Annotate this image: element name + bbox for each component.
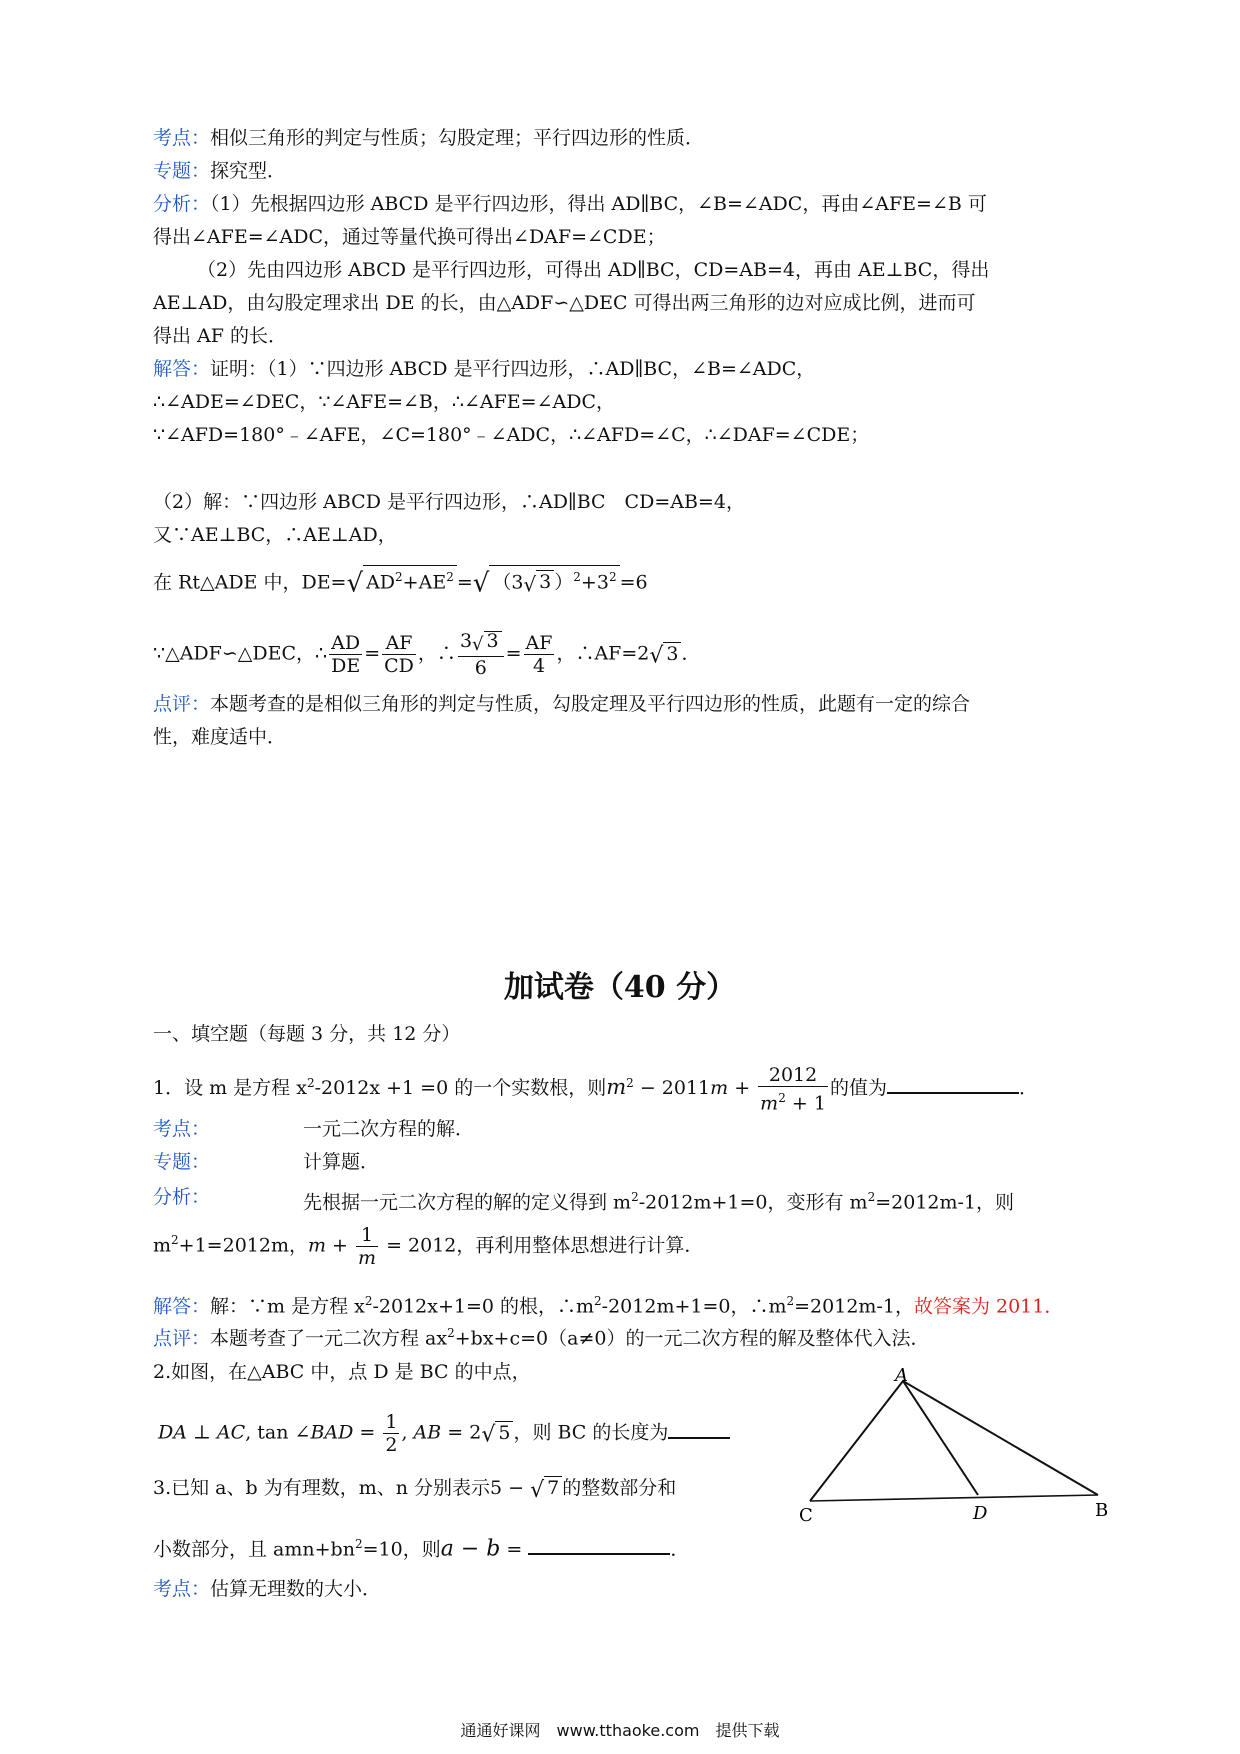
num: AF xyxy=(382,632,416,655)
q1-end: ． xyxy=(1018,1077,1038,1100)
sup: 2 xyxy=(867,1190,876,1204)
dianping-label: 点评： xyxy=(153,693,211,715)
label-b: B xyxy=(1095,1500,1109,1521)
radical-sign: √ xyxy=(649,643,664,669)
radical-sign: √ xyxy=(472,634,484,655)
fx2-a: m xyxy=(153,1234,172,1257)
n-a: 3 xyxy=(459,630,473,652)
den: CD xyxy=(384,655,414,677)
q3-eq: = xyxy=(500,1538,529,1561)
footer: 通通好课网 www.tthaoke.com 提供下载 xyxy=(460,1721,780,1740)
dianping-label: 点评： xyxy=(153,1327,211,1350)
sup: 2 xyxy=(786,1294,795,1308)
eq2-end-b: 3 xyxy=(663,642,681,665)
num: 1 xyxy=(356,1224,378,1247)
page-title: 加试卷（40 分） xyxy=(503,970,737,1005)
kaodian-text: 估算无理数的大小． xyxy=(210,1578,382,1600)
fx2-b: +1=2012m， xyxy=(178,1234,308,1257)
fx2-plus: + xyxy=(326,1234,355,1257)
sup: 2 xyxy=(447,1326,455,1340)
q3-c: 7 xyxy=(544,1476,562,1499)
dianping-line-1 xyxy=(153,692,970,716)
jieda-text-1: 证明：（1）∵四边形 ABCD 是平行四边形，∴AD∥BC，∠B=∠ADC， xyxy=(210,358,816,380)
zhuanti-label: 专题： xyxy=(153,160,211,182)
expr-plus: + xyxy=(728,1077,757,1100)
rad1-a: AD xyxy=(366,571,396,594)
q3-line-1 xyxy=(153,1476,676,1503)
t-perp: ⊥ xyxy=(186,1421,217,1444)
dianping-text-1: 本题考查的是相似三角形的判定与性质，勾股定理及平行四边形的性质，此题有一定的综合 xyxy=(210,693,971,715)
q1-kaodian-line xyxy=(153,1117,475,1141)
q3-2a: 小数部分，且 amn+bn xyxy=(153,1538,355,1561)
n-b: 3 xyxy=(484,631,502,650)
fenxi-text xyxy=(303,1185,1014,1214)
den xyxy=(758,1087,828,1114)
jd-a: 解：∵m 是方程 x xyxy=(210,1295,365,1318)
eq1-end: =6 xyxy=(619,571,648,594)
answer-blank[interactable] xyxy=(528,1535,670,1555)
jd-b: -2012x+1=0 的根，∴m xyxy=(372,1295,595,1318)
radical-sign: √ xyxy=(523,572,537,597)
dp-a: 本题考查了一元二次方程 ax xyxy=(210,1327,448,1350)
triangle-lines xyxy=(810,1381,1098,1501)
t-tail: ，则 BC 的长度为 xyxy=(513,1421,669,1444)
fx-c: =2012m-1，则 xyxy=(875,1191,1015,1214)
sup: 2 xyxy=(594,1294,602,1308)
eq: = xyxy=(364,642,381,665)
expr-b: − 2011 xyxy=(633,1077,711,1100)
radical-sign: √ xyxy=(346,568,364,599)
eq2-end-c: ． xyxy=(681,642,701,665)
t-bad: BAD xyxy=(310,1421,354,1444)
fx2-e: = 2012 xyxy=(380,1234,457,1257)
den-plus: + 1 xyxy=(785,1092,826,1115)
jd-c: -2012m+1=0，∴m xyxy=(601,1295,787,1318)
t-comma: , xyxy=(401,1421,414,1444)
den: DE xyxy=(331,655,361,677)
num: AD xyxy=(329,632,362,655)
zhuanti-text: 探究型． xyxy=(210,160,287,182)
rad2-c: +3 xyxy=(580,571,609,594)
sup: 2 xyxy=(395,570,403,584)
den: 6 xyxy=(474,657,487,679)
radical-sign: √ xyxy=(481,1422,496,1448)
q3-line-2 xyxy=(153,1532,689,1561)
fraction xyxy=(382,632,416,677)
jieda-line-4: （2）解：∵四边形 ABCD 是平行四边形，∴AD∥BC CD=AB=4， xyxy=(153,491,745,513)
expr-m: m xyxy=(710,1077,729,1100)
q1-fenxi-line-2 xyxy=(153,1224,703,1269)
fx2-f: ，再利用整体思想进行计算． xyxy=(456,1234,704,1257)
q1-fenxi-line-1 xyxy=(153,1185,1015,1214)
t-ac: AC xyxy=(216,1421,246,1444)
num: 1 xyxy=(385,1411,398,1433)
q3-b: 5 − xyxy=(490,1477,531,1499)
sup: 2 xyxy=(354,1537,363,1551)
sup: 2 xyxy=(364,1294,373,1308)
kaodian-text: 相似三角形的判定与性质；勾股定理；平行四边形的性质． xyxy=(210,127,705,149)
t-eq: = xyxy=(353,1421,382,1444)
fraction xyxy=(524,632,555,677)
kaodian-line xyxy=(153,126,704,150)
q3-2b: =10，则 xyxy=(362,1538,441,1561)
jieda-label: 解答： xyxy=(153,358,211,380)
q1-dianping-line xyxy=(153,1321,929,1350)
rad2-b: ） xyxy=(554,571,574,594)
kaodian-text: 一元二次方程的解． xyxy=(303,1118,475,1140)
eq2-prefix: ∵△ADF∽△DEC，∴ xyxy=(153,642,328,665)
fenxi-line-3: （2）先由四边形 ABCD 是平行四边形，可得出 AD∥BC，CD=AB=4，再由 AE⊥BC，得出 xyxy=(197,259,990,281)
sup: 2 xyxy=(171,1233,179,1248)
den: 2 xyxy=(385,1434,398,1456)
q3-kaodian-line xyxy=(153,1577,381,1601)
fenxi-line-5: 得出 AF 的长． xyxy=(153,325,287,347)
rad2-a: （3 xyxy=(492,571,524,594)
answer-blank[interactable] xyxy=(887,1074,1019,1094)
dp-b: +bx+c=0（a≠0）的一元二次方程的解及整体代入法． xyxy=(454,1327,930,1350)
t-da: DA xyxy=(158,1421,187,1444)
q2-line-1: 2.如图，在△ABC 中，点 D 是 BC 的中点， xyxy=(153,1361,531,1383)
fenxi-line-4: AE⊥AD，由勾股定理求出 DE 的长，由△ADF∽△DEC 可得出两三角形的边对应成比例，进而可 xyxy=(153,292,976,314)
radical-sign: √ xyxy=(472,568,490,599)
fx-a: 先根据一元二次方程的解的定义得到 m xyxy=(303,1191,632,1214)
sup: 2 xyxy=(608,570,617,584)
eq: = xyxy=(505,642,522,665)
label-c: C xyxy=(799,1505,813,1525)
eq2-end-a: ，∴AF=2 xyxy=(556,642,650,665)
sup: 2 xyxy=(631,1190,639,1204)
fenxi-label: 分析： xyxy=(153,1186,211,1208)
t-ab: AB xyxy=(413,1421,442,1444)
dianping-line-2: 性，难度适中． xyxy=(153,726,287,748)
rad2-in: 3 xyxy=(536,570,554,593)
t-rad: 5 xyxy=(495,1421,513,1444)
equation-af xyxy=(153,630,701,679)
triangle-figure xyxy=(795,1365,1125,1525)
sup: 2 xyxy=(573,570,581,584)
q1-line xyxy=(153,1064,1038,1114)
q3-d: 的整数部分和 xyxy=(562,1477,677,1499)
kaodian-label: 考点： xyxy=(153,1118,211,1140)
fraction xyxy=(329,632,362,677)
line-cb xyxy=(810,1495,1098,1501)
eq1-prefix: 在 Rt△ADE 中，DE= xyxy=(153,571,347,594)
label-d: D xyxy=(973,1503,988,1524)
zhuanti-text: 计算题． xyxy=(303,1151,380,1173)
answer-text: 故答案为 2011． xyxy=(913,1295,1064,1318)
q1-pre: 1．设 m 是方程 x xyxy=(153,1077,307,1100)
expr-m: m xyxy=(606,1075,627,1100)
jieda-line-5: 又∵AE⊥BC，∴AE⊥AD， xyxy=(153,524,397,546)
fenxi-line-2: 得出∠AFE=∠ADC，通过等量代换可得出∠DAF=∠CDE； xyxy=(153,226,666,248)
rad1-b: +AE xyxy=(402,571,447,594)
fraction xyxy=(356,1224,378,1269)
fx2-m: m xyxy=(307,1234,327,1257)
kaodian-label: 考点： xyxy=(153,127,211,149)
fenxi-label: 分析： xyxy=(153,193,211,215)
fenxi-line-1 xyxy=(153,192,987,216)
eq2-mid: ，∴ xyxy=(417,642,456,665)
radical-sign: √ xyxy=(530,1478,545,1503)
sup: 2 xyxy=(306,1075,315,1090)
q3-end: ． xyxy=(670,1538,690,1561)
jieda-line-3: ∵∠AFD=180°﹣∠AFE，∠C=180°﹣∠ADC，∴∠AFD=∠C，∴∠DAF=∠CDE； xyxy=(153,424,870,446)
jd-d: =2012m-1， xyxy=(794,1295,914,1318)
t-tan: , tan ∠ xyxy=(245,1421,311,1444)
q1-pre2: -2012x +1 =0 的一个实数根，则 xyxy=(314,1077,607,1100)
fenxi-text-1: （1）先根据四边形 ABCD 是平行四边形，得出 AD∥BC，∠B=∠ADC，再由∠AFE=∠B 可 xyxy=(210,193,987,215)
eq1-mid: = xyxy=(456,571,473,594)
sup: 2 xyxy=(626,1075,634,1090)
kaodian-label: 考点： xyxy=(153,1578,211,1600)
answer-blank[interactable] xyxy=(668,1419,730,1439)
den: m xyxy=(358,1247,377,1269)
equation-de xyxy=(153,565,648,599)
num xyxy=(458,630,504,657)
jieda-line-2: ∴∠ADE=∠DEC，∵∠AFE=∠B，∴∠AFE=∠ADC， xyxy=(153,391,616,413)
q1-zhuanti-line xyxy=(153,1150,380,1174)
q1-jieda-line xyxy=(153,1289,1063,1318)
jieda-line-1 xyxy=(153,357,815,381)
line-ad xyxy=(903,1381,978,1495)
sup: 2 xyxy=(778,1091,786,1105)
t-eq2: = 2 xyxy=(441,1421,482,1444)
q3-a: 3.已知 a、b 为有理数，m、n 分别表示 xyxy=(153,1477,490,1499)
radicand-1 xyxy=(363,565,457,593)
q2-line-2 xyxy=(158,1411,730,1456)
den: 4 xyxy=(532,655,546,677)
label-a: A xyxy=(895,1365,908,1386)
num: AF xyxy=(525,632,553,654)
jieda-label: 解答： xyxy=(153,1295,211,1318)
fraction xyxy=(383,1411,399,1456)
radicand-2 xyxy=(489,565,619,595)
fx-b: -2012m+1=0，变形有 m xyxy=(638,1191,868,1214)
fraction xyxy=(458,630,504,679)
zhuanti-line xyxy=(153,159,286,183)
fraction xyxy=(758,1064,828,1114)
num: 2012 xyxy=(758,1064,828,1087)
sup: 2 xyxy=(446,570,454,584)
q3-ab: a − b xyxy=(440,1536,501,1562)
den-m: m xyxy=(760,1092,779,1115)
q1-post: 的值为 xyxy=(829,1077,887,1100)
zhuanti-label: 专题： xyxy=(153,1151,211,1173)
section-head: 一、填空题（每题 3 分，共 12 分） xyxy=(153,1023,461,1045)
